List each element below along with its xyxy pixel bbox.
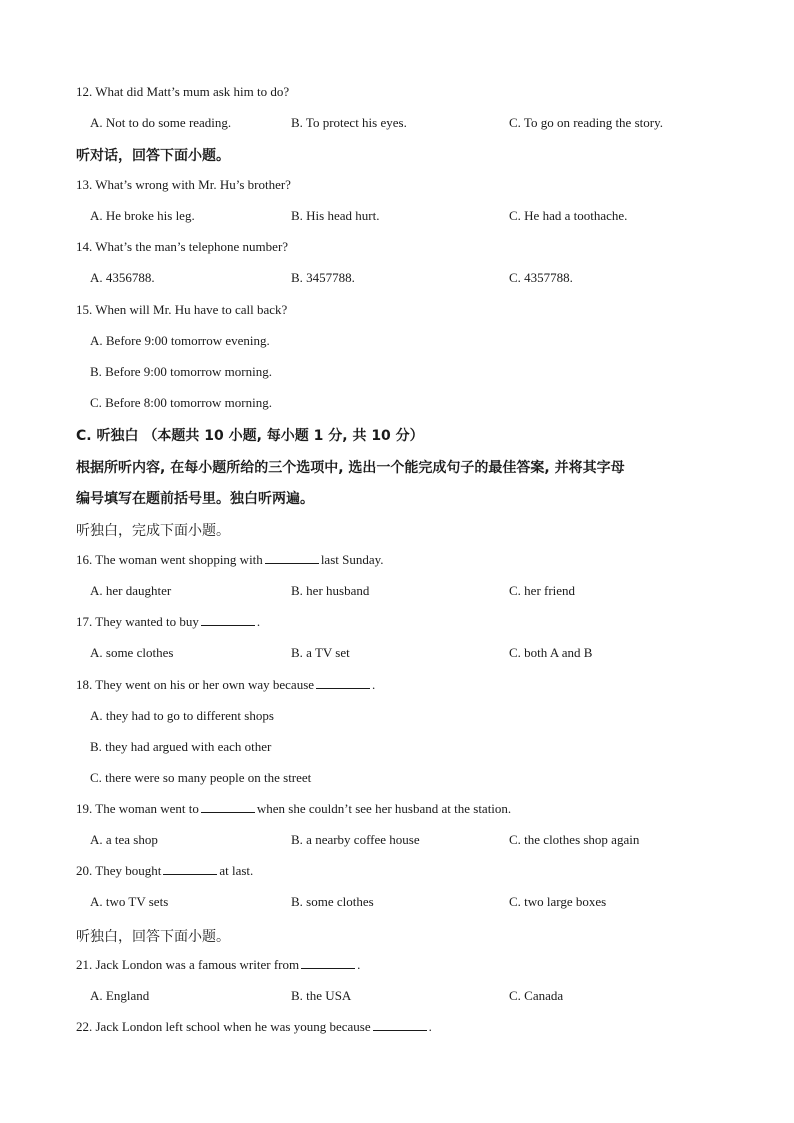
question-19	[76, 801, 511, 817]
instruction-monologue-complete: 听独白，完成下面小题。	[76, 523, 230, 539]
instruction-monologue-answer: 听独白，回答下面小题。	[76, 929, 230, 945]
q21-option-a: A. England	[90, 988, 150, 1003]
q17-option-b: B. a TV set	[291, 645, 350, 660]
question-16	[76, 552, 384, 568]
q17-option-a: A. some clothes	[90, 645, 174, 660]
q18-stem: 18. They went on his or her own way because	[76, 677, 315, 692]
q16-option-a: A. her daughter	[90, 583, 172, 598]
q17-option-c: C. both A and B	[509, 645, 593, 660]
q22-stem-end: .	[428, 1019, 432, 1034]
question-22	[76, 1019, 432, 1035]
q12-option-a: A. Not to do some reading.	[90, 115, 232, 130]
q13-option-c: C. He had a toothache.	[509, 208, 628, 223]
q16-option-c: C. her friend	[509, 583, 576, 598]
section-c-description-line2: 编号填写在题前括号里。独白听两遍。	[76, 491, 314, 507]
question-15: 15. When will Mr. Hu have to call back?	[76, 302, 288, 317]
q18-option-c: C. there were so many people on the street	[90, 770, 312, 785]
q22-stem: 22. Jack London left school when he was young because	[76, 1019, 371, 1034]
q19-stem: 19. The woman went to	[76, 801, 199, 816]
question-13: 13. What’s wrong with Mr. Hu’s brother?	[76, 177, 291, 192]
answer-blank	[201, 801, 255, 813]
q17-stem-end: .	[256, 614, 261, 629]
answer-blank	[163, 863, 217, 875]
answer-blank	[316, 677, 370, 689]
section-c-description-line1: 根据所听内容, 在每小题所给的三个选项中, 选出一个能完成句子的最佳答案, 并将其字母	[76, 460, 625, 476]
question-18	[76, 677, 375, 693]
question-17	[76, 614, 260, 630]
answer-blank	[301, 957, 355, 969]
q12-option-b: B. To protect his eyes.	[291, 115, 407, 130]
q14-option-b: B. 3457788.	[291, 270, 355, 285]
q18-option-a: A. they had to go to different shops	[90, 708, 274, 723]
q13-option-b: B. His head hurt.	[291, 208, 380, 223]
answer-blank	[201, 614, 255, 626]
q21-option-b: B. the USA	[291, 988, 352, 1003]
q15-option-b: B. Before 9:00 tomorrow morning.	[90, 364, 272, 379]
q14-option-a: A. 4356788.	[90, 270, 155, 285]
q15-option-a: A. Before 9:00 tomorrow evening.	[90, 333, 270, 348]
question-12: 12. What did Matt’s mum ask him to do?	[76, 84, 290, 99]
q20-option-b: B. some clothes	[291, 894, 374, 909]
q15-option-c: C. Before 8:00 tomorrow morning.	[90, 395, 272, 410]
q18-option-b: B. they had argued with each other	[90, 739, 272, 754]
q18-stem-end: .	[372, 677, 376, 692]
q19-option-c: C. the clothes shop again	[509, 832, 640, 847]
q17-stem: 17. They wanted to buy	[76, 614, 199, 629]
q12-option-c: C. To go on reading the story.	[509, 115, 663, 130]
q20-option-c: C. two large boxes	[509, 894, 607, 909]
q16-stem-end: last Sunday.	[320, 552, 384, 567]
q21-option-c: C. Canada	[509, 988, 564, 1003]
question-20	[76, 863, 253, 879]
q19-stem-end: when she couldn’t see her husband at the station.	[256, 801, 512, 816]
q20-stem-end: at last.	[219, 863, 254, 878]
question-21	[76, 957, 360, 973]
question-14: 14. What’s the man’s telephone number?	[76, 239, 289, 254]
q19-option-a: A. a tea shop	[90, 832, 158, 847]
answer-blank	[373, 1019, 427, 1031]
section-c-heading: C. 听独白 （本题共 10 小题, 每小题 1 分, 共 10 分）	[76, 428, 424, 444]
q20-stem: 20. They bought	[76, 863, 162, 878]
q20-option-a: A. two TV sets	[90, 894, 169, 909]
q14-option-c: C. 4357788.	[509, 270, 573, 285]
q21-stem-end: .	[357, 957, 361, 972]
q16-option-b: B. her husband	[291, 583, 370, 598]
q13-option-a: A. He broke his leg.	[90, 208, 195, 223]
q16-stem: 16. The woman went shopping with	[76, 552, 263, 567]
instruction-dialogue: 听对话，回答下面小题。	[76, 148, 230, 164]
q21-stem: 21. Jack London was a famous writer from	[76, 957, 300, 972]
answer-blank	[265, 552, 319, 564]
q19-option-b: B. a nearby coffee house	[291, 832, 420, 847]
